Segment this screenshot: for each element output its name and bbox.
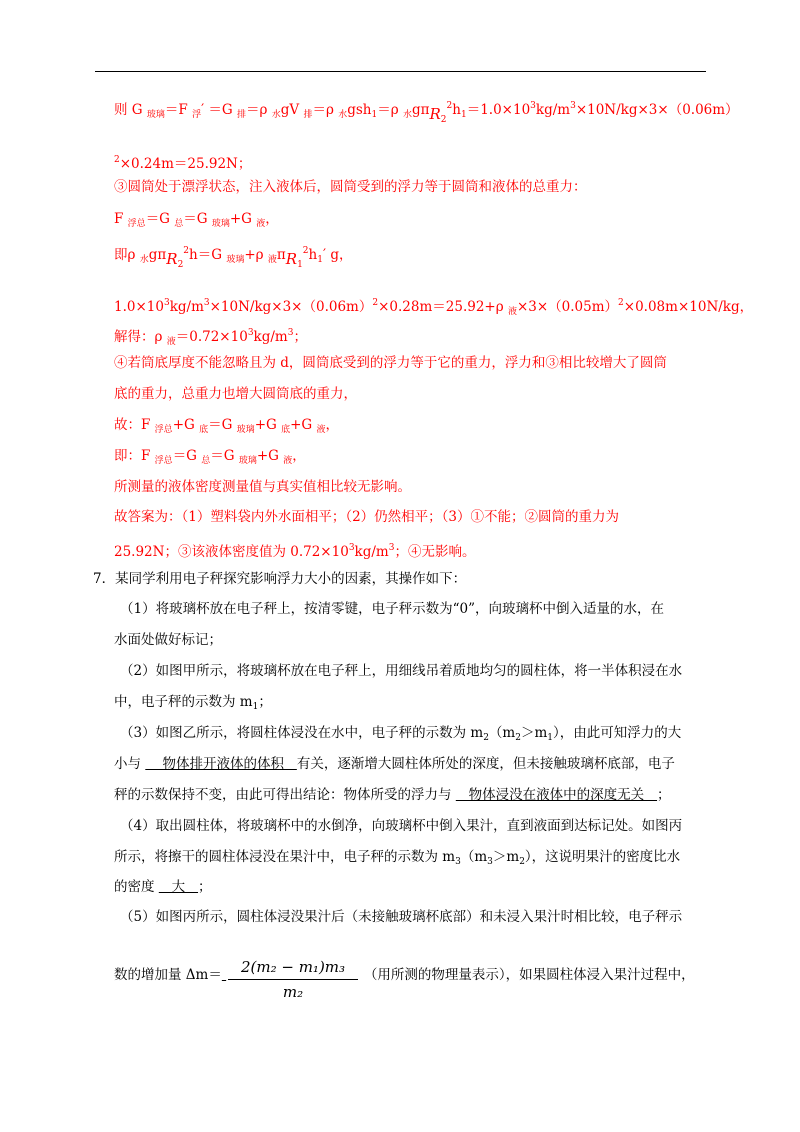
text-line: 的密度 大 ； <box>114 879 212 895</box>
text-line: $^2$×0.24m＝25.92N； <box>114 155 252 172</box>
text-line: 故：F $_{浮总}$+G $_底$＝G $_{玻璃}$+G $_底$+G $_液$， <box>114 417 339 435</box>
text-line: 秤的示数保持不变，由此可得出结论：物体所受的浮力与 物体浸没在液体中的深度无关 ； <box>114 787 671 803</box>
text-line: 所示，将擦干的圆柱体浸没在果汁中，电子秤的示数为 $m_3(m_3>m_2)$，这说明果汁的密度比水 <box>114 849 681 867</box>
header-rule <box>95 71 706 72</box>
text-line: （5）如图丙所示，圆柱体浸没果汁后（未接触玻璃杯底部）和未浸入果汁时相比较，电子秤示 <box>120 909 683 925</box>
text-line: 则 G $_{玻璃}$＝F $_浮$′ ＝G $_排$＝ρ $_水$gV $_排$＝ρ $_水$gsh$_1$＝ρ $_水g\pi R_2^2h_1=1.0\times 10^3kg/m^3\times 10N/kg\times 3\times(0.06m)$ <box>114 101 739 125</box>
text-line: ③圆筒处于漂浮状态，注入液体后，圆筒受到的浮力等于圆筒和液体的总重力： <box>114 179 587 195</box>
fraction-denominator: m₂ <box>282 983 304 1001</box>
text-line: （1）将玻璃杯放在电子秤上，按清零键，电子秤示数为“0”，向玻璃杯中倒入适量的水，在 <box>120 601 664 617</box>
text-line: 即ρ $_水$gπR$_2^2$h＝G $_{玻璃}$+ρ $_液\pi R_1^2h_1'$ g， <box>114 246 353 270</box>
text-line: ④若筒底厚度不能忽略且为 d，圆筒底受到的浮力等于它的重力，浮力和③相比较增大了圆筒 <box>114 355 667 371</box>
text-line: 小与 物体排开液体的体积 有关，逐渐增大圆柱体所处的深度，但未接触玻璃杯底部，电子 <box>114 756 675 772</box>
text-line: 所测量的液体密度测量值与真实值相比较无影响。 <box>114 479 411 495</box>
text-line: 水面处做好标记； <box>114 632 222 648</box>
text-line: 底的重力，总重力也增大圆筒底的重力， <box>114 386 357 402</box>
text-line: 即：F $_{浮总}$＝G $_总$＝G $_{玻璃}$+G $_液$， <box>114 448 306 466</box>
answer-line: 故答案为：（1）塑料袋内外水面相平；（2）仍然相平；（3）①不能；②圆筒的重力为 <box>114 509 620 525</box>
text-line: 数的增加量 Δm＝ （用所测的物理量表示），如果圆柱体浸入果汁过程中， <box>114 967 695 983</box>
text-line: 解得：ρ $_液=0.72\times 10^3kg/m^3$； <box>114 328 307 347</box>
text-line: $1.0\times 10^3kg/m^3\times 10N/kg\times 3\times(0.06m)^2\times 0.28m=25.92+\rho$ $_液\times 3\times(0.05m)^2\times 0.08m\times 10N/kg$， <box>114 298 754 317</box>
text-line: （2）如图甲所示，将玻璃杯放在电子秤上，用细线吊着质地均匀的圆柱体，将一半体积浸在水 <box>120 663 683 679</box>
fraction-numerator: 2(m₂ − m₁)m₃ <box>228 958 358 980</box>
text-line: 中，电子秤的示数为 $m_1$； <box>114 694 272 712</box>
text-line: F $_{浮总}$＝G $_总$＝G $_{玻璃}$+G $_液$， <box>114 211 279 229</box>
text-line: （3）如图乙所示，将圆柱体浸没在水中，电子秤的示数为 $m_2(m_2>m_1)$，由此可知浮力的大 <box>120 725 682 743</box>
question-title: 7．某同学利用电子秤探究影响浮力大小的因素，其操作如下： <box>93 571 467 587</box>
answer-line: 25.92N；③该液体密度值为 $0.72\times 10^3kg/m^3$；④无影响。 <box>114 543 476 560</box>
answer-fraction <box>228 958 358 1001</box>
text-line: （4）取出圆柱体，将玻璃杯中的水倒净，向玻璃杯中倒入果汁，直到液面到达标记处。如图丙 <box>120 818 683 834</box>
